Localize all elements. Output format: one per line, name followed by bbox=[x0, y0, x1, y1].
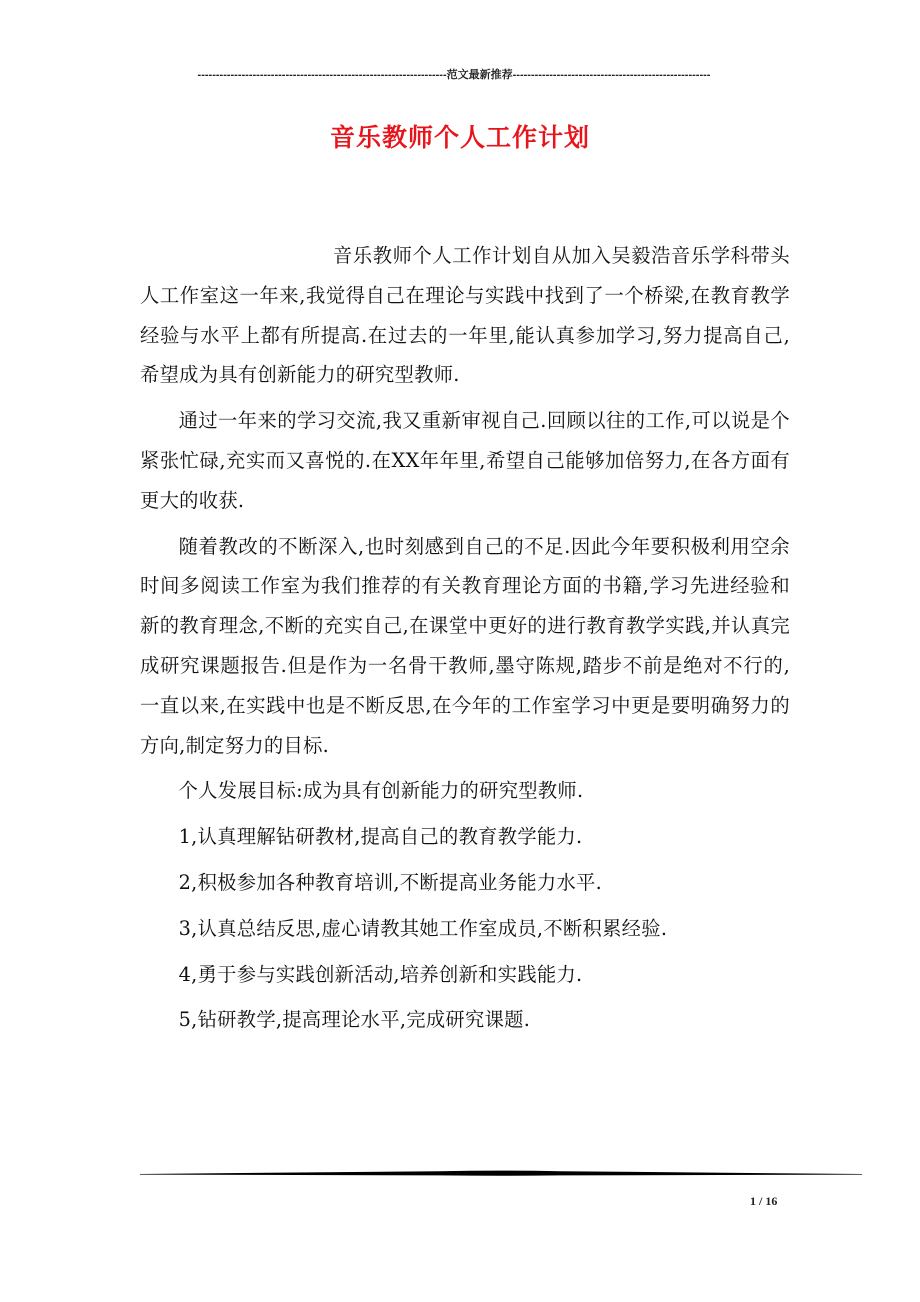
header-banner: --------------------------------------------------------------------范文最新推荐------------------------------------------------------ bbox=[197, 69, 711, 81]
list-item-1: 1,认真理解钻研教材,提高自己的教育教学能力. bbox=[178, 825, 583, 849]
list-item-4: 4,勇于参与实践创新活动,培养创新和实践能力. bbox=[178, 962, 583, 986]
document-body bbox=[140, 236, 790, 1046]
footer-divider bbox=[140, 1170, 862, 1176]
list-item-3: 3,认真总结反思,虚心请教其她工作室成员,不断积累经验. bbox=[178, 916, 668, 940]
list-item-5: 5,钻研教学,提高理论水平,完成研究课题. bbox=[178, 1008, 531, 1032]
page-number: 1 / 16 bbox=[750, 1194, 778, 1208]
document-title: 音乐教师个人工作计划 bbox=[329, 123, 590, 152]
paragraph-intro: 音乐教师个人工作计划自从加入吴毅浩音乐学科带头人工作室这一年来,我觉得自己在理论与实践中找到了一个桥梁,在教育教学经验与水平上都有所提高.在过去的一年里,能认真参加学习,努力提高自己,希望成为具有创新能力的研究型教师. bbox=[140, 244, 790, 387]
paragraph-goal: 个人发展目标:成为具有创新能力的研究型教师. bbox=[178, 779, 584, 803]
list-item-2: 2,积极参加各种教育培训,不断提高业务能力水平. bbox=[178, 870, 603, 894]
paragraph-plan: 随着教改的不断深入,也时刻感到自己的不足.因此今年要积极利用空余时间多阅读工作室为我们推荐的有关教育理论方面的书籍,学习先进经验和新的教育理念,不断的充实自己,在课堂中更好的进行教育教学实践,并认真完成研究课题报告.但是作为一名骨干教师,墨守陈规,踏步不前是绝对不行的,一直以来,在实践中也是不断反思,在今年的工作室学习中更是要明确努力的方向,制定努力的目标. bbox=[140, 534, 790, 757]
paragraph-review: 通过一年来的学习交流,我又重新审视自己.回顾以往的工作,可以说是个紧张忙碌,充实而又喜悦的.在XX年年里,希望自己能够加倍努力,在各方面有更大的收获. bbox=[140, 409, 790, 512]
